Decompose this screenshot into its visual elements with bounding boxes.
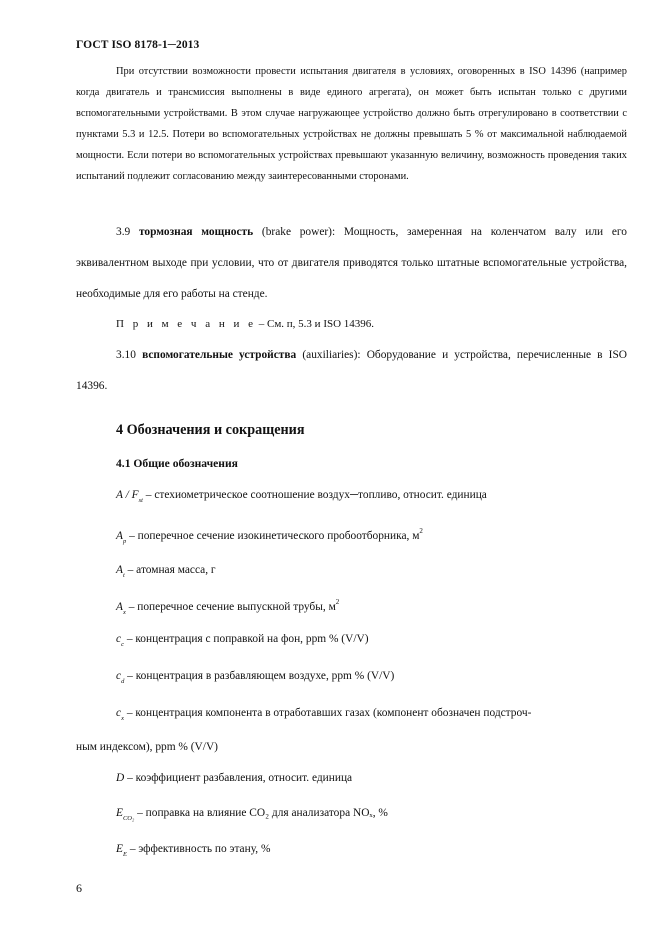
- symbol-subscript: x: [121, 715, 124, 722]
- symbol: c: [116, 670, 122, 682]
- document-header: ГОСТ ISO 8178-1─2013: [76, 39, 200, 51]
- symbol-description: – концентрация с поправкой на фон, ppm % (V/V): [126, 633, 369, 645]
- symbol-row: [116, 807, 388, 822]
- symbol-row: [116, 564, 216, 579]
- definition-3-9: [76, 217, 627, 310]
- section-4-1-heading: 4.1 Общие обозначения: [116, 457, 238, 470]
- definition-3-10: [76, 340, 627, 402]
- symbol-subscript: p: [122, 538, 127, 545]
- symbol: D: [116, 772, 125, 784]
- symbol-row: [116, 633, 369, 648]
- page-number: 6: [76, 881, 82, 895]
- symbol-description: – концентрация в разбавляющем воздухе, ppm % (V/V): [127, 670, 395, 682]
- symbol-description: – поправка на влияние CO₂ для анализатора NOₓ, %: [137, 807, 388, 819]
- symbol: c: [116, 633, 122, 645]
- definition-text: Оборудование и устройства, перечисленные в ISO 14396.: [76, 349, 627, 392]
- symbol-description: – концентрация компонента в отработавших газах (компонент обозначен подстроч-: [126, 707, 532, 719]
- paragraph-auxiliaries-conditions: При отсутствии возможности провести испытания двигателя в условиях, оговоренных в ISO 14396 (например когда двигатель и трансмиссия выполнены в виде единого агрегата), он может быть испытан только с другими вспомогательными устройствами. В этом случае нагружающее устройство должно быть отрегулировано в соответствии с пунктами 5.3 и 12.5. Потери во вспомогательных устройствах не должны превышать 5 % от максимальной наблюдаемой мощности. Если потери во вспомогательных устройствах превышают указанную величину, возможность проведения таких испытаний подлежит согласованию между заинтересованными сторонами.: [76, 66, 627, 182]
- symbol-subscript: CO₂: [122, 815, 135, 822]
- section-4-heading: 4 Обозначения и сокращения: [116, 422, 305, 438]
- symbol-row: [116, 527, 423, 545]
- symbol-subscript: c: [121, 641, 124, 648]
- definition-number: 3.9: [116, 226, 131, 238]
- symbol-subscript: d: [121, 678, 125, 685]
- definition-english: (brake power):: [261, 226, 336, 238]
- symbol: E: [116, 807, 123, 819]
- unit-superscript: 2: [335, 598, 340, 606]
- definition-term: тормозная мощность: [138, 226, 254, 238]
- symbol-subscript: x: [122, 609, 126, 616]
- symbol: A / F: [116, 489, 139, 501]
- note-label: П р и м е ч а н и е: [116, 318, 256, 330]
- symbol-row: [116, 489, 487, 504]
- symbol-row: [116, 670, 394, 685]
- symbol-row: [116, 598, 339, 616]
- symbol-description: – стехиометрическое соотношение воздух─топливо, относит. единица: [145, 489, 487, 501]
- symbol-description: – поперечное сечение выпускной трубы, м: [128, 601, 336, 613]
- symbol: c: [116, 707, 122, 719]
- symbol-description: – коэффициент разбавления, относит. единица: [127, 772, 353, 784]
- definition-number: 3.10: [116, 349, 136, 361]
- symbol-description: – поперечное сечение изокинетического пробоотборника, м: [129, 530, 420, 542]
- symbol-subscript: t: [122, 572, 125, 579]
- symbol-row: [116, 772, 352, 787]
- symbol: A: [116, 601, 123, 613]
- symbol: A: [116, 564, 123, 576]
- symbol-description: – атомная масса, г: [127, 564, 216, 576]
- symbol-row: [116, 707, 531, 722]
- symbol-subscript: E: [122, 851, 127, 858]
- symbol-description-continuation: ным индексом), ppm % (V/V): [76, 741, 218, 753]
- definition-text: Мощность, замеренная на коленчатом валу или его эквивалентном выходе при условии, что от двигателя приводятся только штатные вспомогательные устройства, необходимые для его работы на стенде.: [76, 226, 627, 300]
- unit-superscript: 2: [419, 527, 423, 535]
- symbol-description: – эффективность по этану, %: [129, 843, 271, 855]
- symbol-subscript: st: [138, 497, 143, 504]
- symbol: A: [116, 530, 123, 542]
- symbol-row: [116, 843, 270, 858]
- note-text: – См. п, 5.3 и ISO 14396.: [258, 318, 375, 330]
- definition-english: (auxiliaries):: [302, 349, 361, 361]
- note-3-9: [116, 318, 374, 330]
- symbol: E: [116, 843, 123, 855]
- definition-term: вспомогательные устройства: [142, 349, 297, 361]
